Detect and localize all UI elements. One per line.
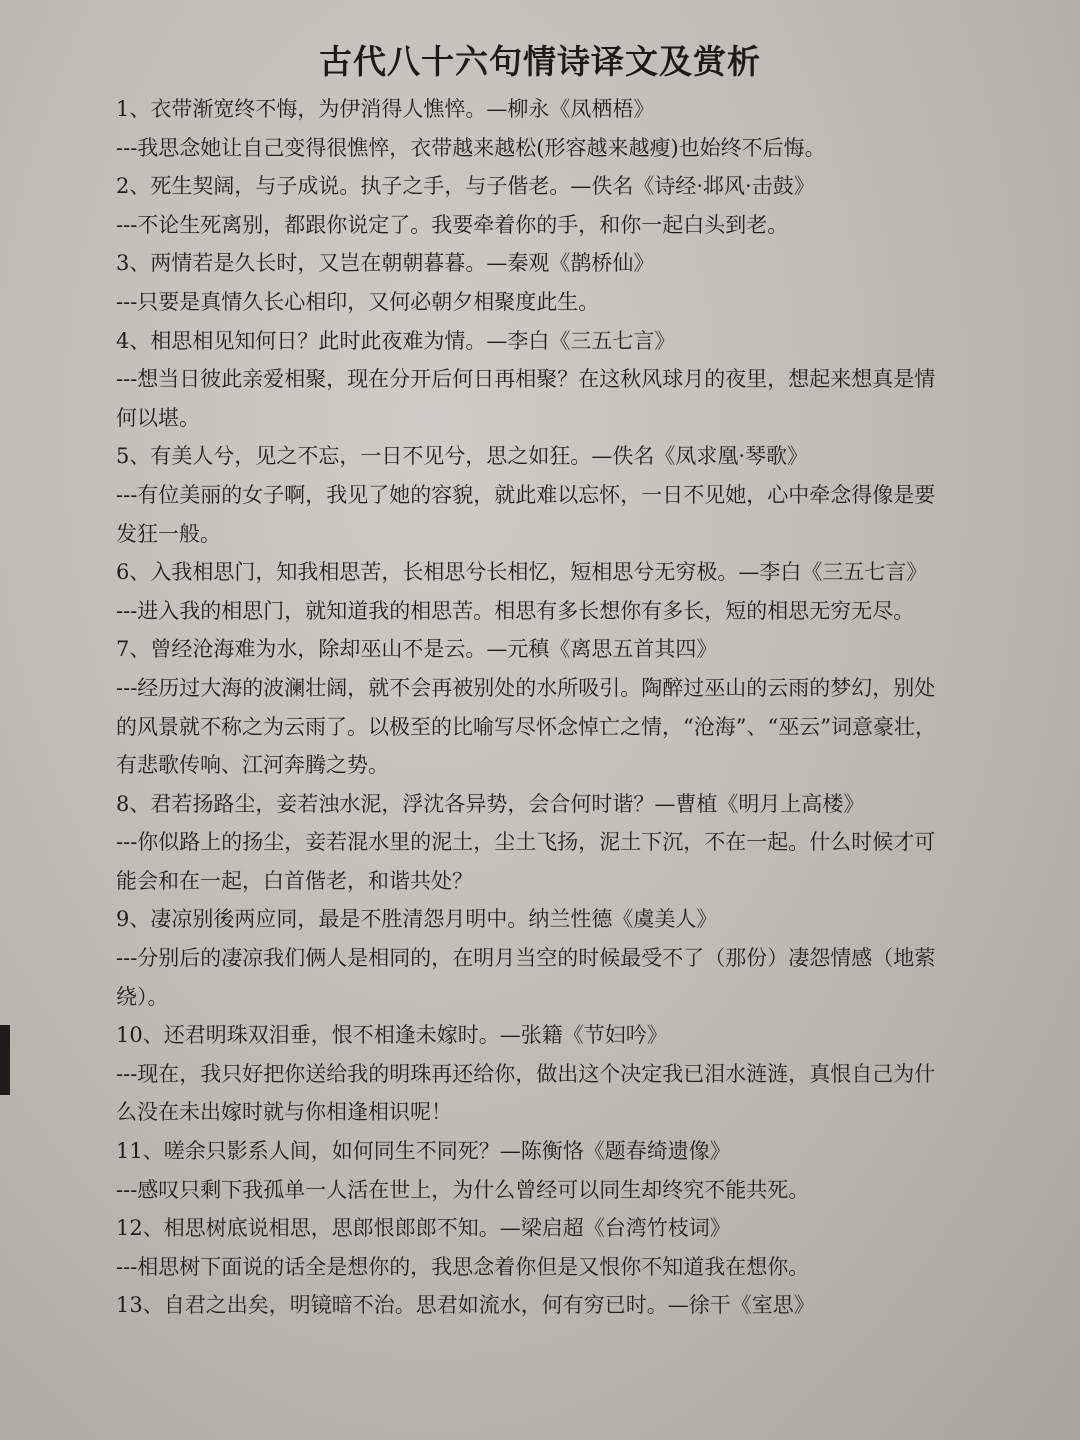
translation-line: ---只要是真情久长心相印，又何必朝夕相聚度此生。 (116, 289, 600, 314)
translation-line: ---有位美丽的女子啊，我见了她的容貌，就此难以忘怀，一日不见她，心中牵念得像是要发狂一般。 (116, 482, 936, 546)
poem-line: 7、曾经沧海难为水，除却巫山不是云。—元稹《离思五首其四》 (116, 637, 718, 662)
poem-line: 10、还君明珠双泪垂，恨不相逢未嫁时。—张籍《节妇吟》 (116, 1023, 668, 1048)
poem-line: 9、凄凉别後两应同，最是不胜清怨月明中。纳兰性德《虞美人》 (116, 907, 718, 932)
page-title: 古代八十六句情诗译文及赏析 (319, 42, 761, 81)
translation-line: ---感叹只剩下我孤单一人活在世上，为什么曾经可以同生却终究不能共死。 (116, 1177, 810, 1202)
translation-line: ---相思树下面说的话全是想你的，我思念着你但是又恨你不知道我在想你。 (116, 1254, 810, 1279)
translation-line: ---你似路上的扬尘，妾若混水里的泥土，尘土飞扬，泥土下沉，不在一起。什么时候才可能会和在一起，白首偕老，和谐共处？ (116, 830, 936, 893)
poem-line: 6、入我相思门，知我相思苦，长相思兮长相忆，短相思兮无穷极。—李白《三五七言》 (116, 560, 928, 585)
poem-line: 1、衣带渐宽终不悔，为伊消得人憔悴。—柳永《凤栖梧》 (116, 97, 655, 121)
translation-line: ---不论生死离别，都跟你说定了。我要牵着你的手，和你一起白头到老。 (116, 212, 789, 237)
poem-line: 5、有美人兮，见之不忘，一日不见兮，思之如狂。—佚名《凤求凰·琴歌》 (116, 444, 809, 469)
poem-line: 13、自君之出矣，明镜暗不治。思君如流水，何有穷已时。—徐干《室思》 (116, 1293, 815, 1318)
poem-line: 11、嗟余只影系人间，如何同生不同死？—陈衡恪《题春绮遗像》 (116, 1139, 731, 1164)
translation-line: ---现在，我只好把你送给我的明珠再还给你，做出这个决定我已泪水涟涟，真恨自己为什么没在未出嫁时就与你相逢相识呢！ (116, 1061, 936, 1125)
translation-line: ---进入我的相思门，就知道我的相思苦。相思有多长想你有多长，短的相思无穷无尽。 (116, 598, 915, 623)
poem-line: 8、君若扬路尘，妾若浊水泥，浮沈各异势，会合何时谐？—曹植《明月上高楼》 (116, 791, 865, 816)
translation-line: ---我思念她让自己变得很憔悴，衣带越来越松(形容越来越瘦)也始终不后悔。 (116, 135, 826, 160)
poem-list (116, 90, 946, 1325)
poem-line: 2、死生契阔，与子成说。执子之手，与子偕老。—佚名《诗经·邶风·击鼓》 (116, 174, 815, 199)
translation-line: ---经历过大海的波澜壮阔，就不会再被别处的水所吸引。陶醉过巫山的云雨的梦幻，别处的风景就不称之为云雨了。以极至的比喻写尽怀念悼亡之情，“沧海”、“巫云”词意豪壮，有悲歌传响、江河奔腾之势。 (116, 675, 936, 778)
translation-line: ---分别后的凄凉我们俩人是相同的，在明月当空的时候最受不了（那份）凄怨情感（地萦绕）。 (116, 946, 936, 1009)
poem-line: 4、相思相见知何日？此时此夜难为情。—李白《三五七言》 (116, 328, 676, 353)
translation-line: ---想当日彼此亲爱相聚，现在分开后何日再相聚？在这秋风球月的夜里，想起来想真是情何以堪。 (116, 367, 936, 430)
poem-line: 3、两情若是久长时，又岂在朝朝暮暮。—秦观《鹊桥仙》 (116, 251, 655, 276)
poem-line: 12、相思树底说相思，思郎恨郎郎不知。—梁启超《台湾竹枝词》 (116, 1216, 731, 1241)
page-edge-shadow (0, 1025, 10, 1095)
